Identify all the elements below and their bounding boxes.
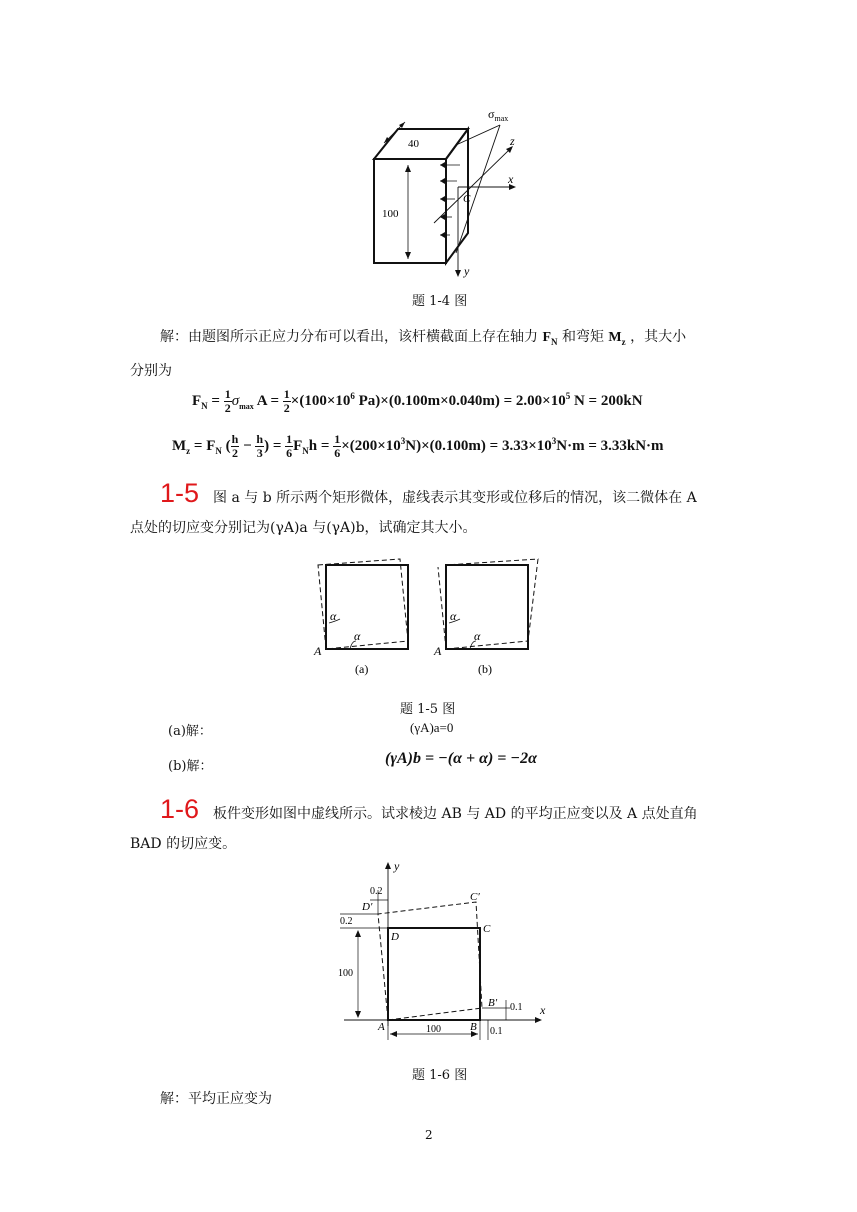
dim-100-horizontal: 100 — [426, 1024, 441, 1035]
axis-y-label: y — [394, 859, 400, 873]
equation-fn: $F_N$ = $\frac{1}{2}$ $\sigma_{max}$ A = $\frac{1}{2}$ $\times(100\times 10^6$ $Pa)\times(0.100m\times 0.040m) = 2.00\times 10^5$ N = 200kN — [192, 387, 643, 415]
point-b: B — [470, 1021, 477, 1033]
fig-b-point-a: A — [434, 644, 442, 658]
element-b — [438, 559, 538, 649]
point-c: C — [483, 923, 491, 935]
fig-b-alpha-1: α — [450, 609, 457, 623]
figure-1-4-caption: 题 1-4 图 — [412, 294, 468, 309]
sigma-max-label: $\sigma_{max}$ — [488, 107, 509, 123]
solution-1-6-intro: 解：平均正应变为 — [160, 1091, 272, 1107]
dim-0-2-left: 0.2 — [340, 916, 353, 927]
point-d-prime: D′ — [362, 901, 373, 913]
dim-0-2-top: 0.2 — [370, 886, 383, 897]
solution-1-4-intro: 解：由题图所示正应力分布可以看出，该杆横截面上存在轴力 $F_N$ 和弯矩 $M_z$ ，其大小 — [160, 329, 687, 347]
axis-x-label: x — [508, 172, 514, 186]
solution-1-5-a-eq: (γA)a=0 — [410, 720, 454, 735]
fig-b-alpha-2: α — [474, 629, 481, 643]
dim-0-1-right: 0.1 — [510, 1002, 523, 1013]
fig-a-point-a: A — [314, 644, 322, 658]
plate-original — [388, 928, 480, 1020]
solution-1-5-b-eq: (γA)b = −(α + α) = −2α — [385, 750, 537, 767]
axis-y-label: y — [464, 264, 470, 278]
page-number: 2 — [425, 1128, 433, 1142]
point-d: D — [391, 931, 399, 943]
dim-100-label: 100 — [382, 208, 399, 220]
dim-40-label: 40 — [408, 138, 419, 150]
problem-1-5: 1-5 图 a 与 b 所示两个矩形微体，虚线表示其变形或位移后的情况，该二微体在 A 点处的切应变分别记为(γA)a 与(γA)b，试确定其大小。 — [130, 478, 697, 536]
section-number-1-6: 1-6 — [160, 794, 200, 824]
solution-1-5-a-label: (a)解： — [168, 724, 212, 739]
solution-1-5-b-label: (b)解： — [168, 759, 213, 774]
equation-mz: $M_z = F_N$ ( $\frac{h}{2}$ − $\frac{h}{3}$ ) = $\frac{1}{6}$ $F_Nh$ = $\frac{1}{6}$ $\times(200\times 10^3N)\times(0.100m) = 3.33\times 10^3N\cdot m = 3.33kN\cdot m$ — [172, 432, 664, 460]
plate-deformed — [378, 902, 482, 1020]
point-c-prime: C′ — [470, 891, 480, 903]
section-number-1-5: 1-5 — [160, 478, 200, 508]
figure-1-5 — [300, 555, 540, 685]
element-a — [318, 559, 408, 649]
axis-z-label: z — [510, 134, 515, 148]
point-c-label: C — [463, 193, 471, 205]
figure-1-6 — [330, 858, 555, 1043]
figure-1-5-caption: 题 1-5 图 — [400, 702, 456, 717]
figure-1-6-caption: 题 1-6 图 — [412, 1068, 468, 1083]
fig-a-alpha-1: α — [330, 609, 337, 623]
dim-100-vertical: 100 — [338, 968, 353, 979]
solution-1-4-intro-2: 分别为 — [130, 363, 172, 379]
axis-x-label: x — [540, 1003, 546, 1017]
problem-1-6: 1-6 板件变形如图中虚线所示。试求棱边 AB 与 AD 的平均正应变以及 A 点处直角 BAD 的切应变。 — [130, 794, 698, 852]
figure-1-4 — [360, 105, 530, 280]
fig-b-sublabel: (b) — [478, 662, 492, 676]
point-a: A — [378, 1021, 385, 1033]
fig-a-alpha-2: α — [354, 629, 361, 643]
point-b-prime: B′ — [488, 997, 498, 1009]
block-top-face — [374, 129, 468, 159]
fig-a-sublabel: (a) — [355, 662, 369, 676]
dim-0-1-bottom: 0.1 — [490, 1026, 503, 1037]
